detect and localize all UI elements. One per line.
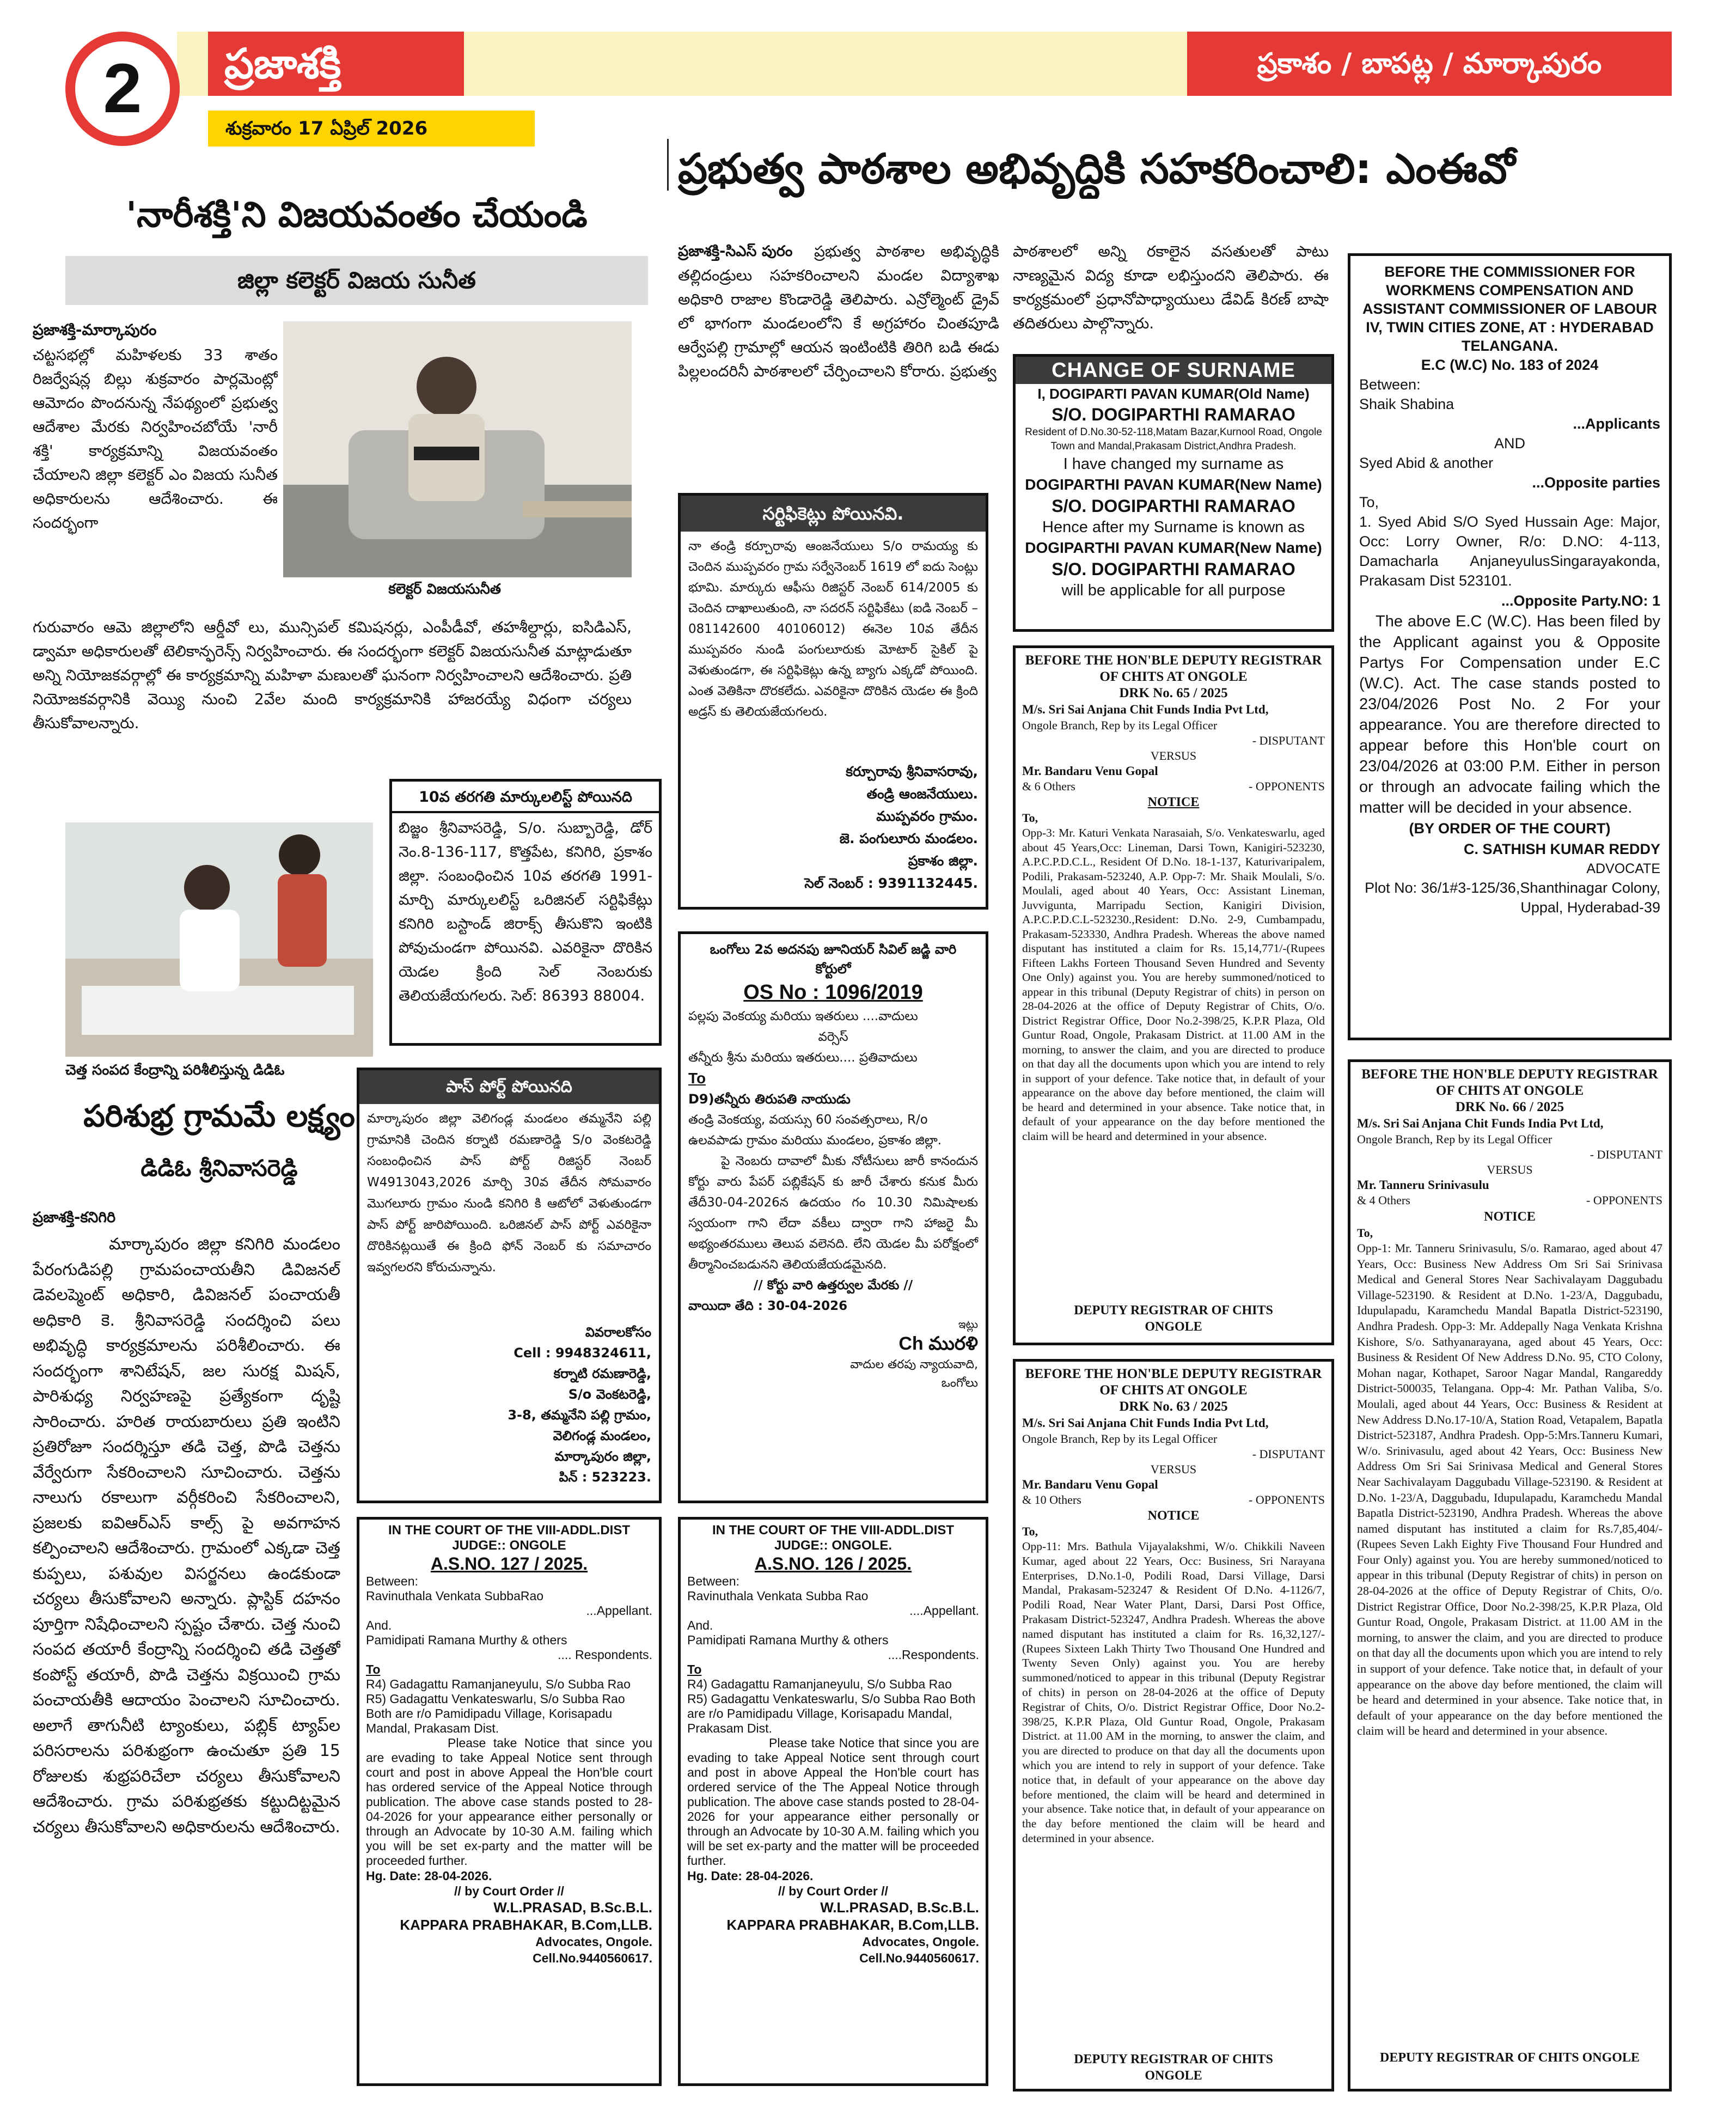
labour-between: Between: bbox=[1359, 376, 1421, 393]
labour-body: The above E.C (W.C). Has been filed by the Applicant against you & Opposite Partys For Compensation under E.C (W.C). Act. The case stands posted to 23/04/2026 Post No. 2 For your appearance. You are therefore directed to appear before this Hon'ble court on 23/04/2026 at 03:00 P.M. Either in person or through an advocate failing which the matter will be decided in your absence. bbox=[1359, 613, 1660, 816]
as127-adv-role: Advocates, Ongole. bbox=[535, 1935, 652, 1949]
chit63-resp-others bbox=[1022, 1492, 1325, 1508]
chit65-signature: DEPUTY REGISTRAR OF CHITS ONGOLE bbox=[1074, 1303, 1273, 1334]
chit63-resp-others-text: & 10 Others bbox=[1022, 1493, 1081, 1507]
chit65-drk: DRK No. 65 / 2025 bbox=[1119, 686, 1228, 700]
nari-dateline: ప్రజాశక్తి-మార్కాపురం bbox=[33, 321, 157, 339]
chit63-versus: VERSUS bbox=[1150, 1462, 1197, 1476]
os-court: ఒంగోలు 2వ అదనపు జూనియర్ సివిల్ జడ్జి వారి bbox=[710, 942, 957, 957]
chit63-drk: DRK No. 63 / 2025 bbox=[1119, 1399, 1228, 1414]
nari-intro: చట్టసభల్లో మహిళలకు 33 శాతం రిజర్వేషన్ల బిల్లు శుక్రవారం పార్లమెంట్లో ఆమోదం పొందనున్న నేపథ్యంలో ప్రభుత్వ ఆదేశాల మేరకు నిర్వహించబోయే 'నారీ శక్తి' కార్యక్రమాన్ని విజయవంతం చేయాలని జిల్లా కలెక్టర్ ఎం విజయ సునీత అధికారులను ఆదేశించారు. ఈ సందర్భంగా bbox=[33, 346, 278, 532]
ad-passport bbox=[357, 1068, 662, 1503]
ad-os-notice bbox=[678, 931, 988, 1503]
as127-body: Please take Notice that since you are evading to take Appeal Notice sent through court and post in above Appeal the Hon'ble court has ordered service of the Appeal Notice through publication. The above case stands posted to 28-04-2026 for your appearance either personally or through an Advocate by 10-30 A.M. failing which you will be set ex-party and the matter will be proceeded further. bbox=[366, 1736, 652, 1868]
os-sig-label: ఇట్లు bbox=[958, 1318, 978, 1331]
as127-resp-role: .... Respondents. bbox=[558, 1648, 652, 1662]
chit63-notice: NOTICE bbox=[1147, 1509, 1200, 1523]
chit65-resp-role: - OPPONENTS bbox=[1249, 779, 1325, 793]
labour-opposite: Syed Abid & another bbox=[1359, 455, 1494, 471]
chit65-versus: VERSUS bbox=[1150, 749, 1197, 763]
labour-title: BEFORE THE COMMISSIONER FOR WORKMENS COMPENSATION AND ASSISTANT COMMISSIONER OF LABOUR IV, TWIN CITIES ZONE, AT : HYDERABAD TELANGANA. bbox=[1362, 264, 1657, 354]
column-rule bbox=[667, 139, 669, 191]
ad-as-127 bbox=[357, 1517, 662, 2086]
as127-and: And. bbox=[366, 1618, 392, 1632]
certificates-sign-line: ప్రకాశం జిల్లా. bbox=[908, 853, 978, 869]
school-headline: ప్రభుత్వ పాఠశాల అభివృద్ధికి సహకరించాలి: ఎంఈవో bbox=[678, 144, 1515, 193]
labour-address: Plot No: 36/1#3-125/36,Shanthinagar Colony, Uppal, Hyderabad-39 bbox=[1365, 880, 1660, 916]
labour-addressee: 1. Syed Abid S/O Syed Hussain Age: Major, Occ: Lorry Owner, R/o: D.NO: 4-113, Damacharla AnjaneyulusSingarayakonda, Prakasam Dist 523101. bbox=[1359, 514, 1660, 589]
as127-appellant-role: ...Appellant. bbox=[586, 1603, 652, 1618]
chit65-body: Opp-3: Mr. Katuri Venkata Narasaiah, S/o. Venkateswarlu, aged about 45 Years,Occ: Lineman, Darsi Town, Kanigiri-523230, A.P.C.P.D.C.L., Resident Of D.No. 18-1-137, Katurivaripalem, Podili, Prakasam-523240, A.P. Opp-7: Mr. Shaik Moulali, S/o. Moulali, aged about 40 Years, Occ: Assistant Lineman, Juvviguntа, Marripadu Section, Kanigiri Division, A.P.C.P.D.C.L-523230.,Resident: D.No. 2-9, Cumbampadu, Prakasam-523330, Andhra Pradesh. Whereas the above named disputant has instituted a claim for Rs. 15,14,771/-(Rupees Fifteen Lakhs Forteen Thousand Seven Hundred and Seventy One Only) against you. You are hereby summoned/noticed to appear in this tribunal (Deputy Registrar of chits) in person on 28-04-2026 at the office of Deputy Registrar of Chits, O/o. District Registrar Office, Door No.2-398/25, K.P.R Plaza, Old Guntur Road, Ongole, Prakasam District. at 11.00 AM in the morning, to answer the claim, and you are directed to produce on that day all the documents upon which you are intend to rely in support of your defence. Take notice that, in default of your appearance on the above day before mentioned, the claim will be heard and determined in your absence. Take notice that, in default of your appearance on the day before mentioned the claim will be heard and determined in your absence. bbox=[1022, 826, 1325, 1143]
chit66-body: Opp-1: Mr. Tanneru Srinivasulu, S/o. Ramarao, aged about 47 Years, Occ: Business New Address Om Sri Sai Srinivasa Medical and General Stores Near Sachivalayam Daggubadu Village-523190. & Resident at D.No. 1-23/A, Daggubadu, Idupulapadu, Karamchedu Mandal Bapatla District-523190, Andhra Pradesh. Opp-3: Mr. Addepally Naga Venkata Krishna Kishore, S/o. Sathyanarayana, aged about 45 Years, Occ: Business & Resident Of New Address D.No. 95, CTO Colony, Mohan nagar, Kothapet, Saroor Nagar Mandal, Rangareddy District-500035, Telangana. Opp-4: Mr. Pathan Valiba, S/o. Moulali, aged about 44 Years, Occ: Business & Resident at New Address D.No.17-10/A, Station Road, Vetapalem, Bapatla District-523187, Andhra Pradesh. Opp-5:Mrs.Tanneru Kumari, W/o. Srinivasulu, aged about 42 Years, Occ: Business New Address Om Sri Sai Srinivasa Medical and General Stores Near Sachivalayam Daggubadu Village-523190. & Resident at D.No. 1-23/A, Daggubadu, Idupulapadu, Karamchedu Mandal Bapatla District-523190, Andhra Pradesh. Whereas the above named disputant has instituted a claim for Rs.7,85,404/-(Rupees Seven Lakh Eighty Five Thousand Four Hundred and Four Only) against you. You are hereby summoned/noticed to appear in this tribunal (Deputy Registrar of chits) in person on 28-04-2026 at the office of Deputy Registrar of Chits, O/o. District Registrar Office, Door No.2-398/25, K.P.R Plaza, Old Guntur Road, Ongole, Prakasam District. at 11.00 AM in the morning, to answer the claim, and you are directed to produce on that day all the documents upon which you are intend to rely in support of your defence. Take notice that, in default of your appearance on the above day before mentioned, the claim will be heard and determined in your absence. Take notice that, in default of your appearance on the day before mentioned the claim will be heard and determined in your absence. bbox=[1357, 1241, 1662, 1738]
passport-sign-line: 3-8, తమ్మనేని పల్లి గ్రామం, bbox=[508, 1407, 651, 1423]
chit63-body: Opp-11: Mrs. Bathula Vijayalakshmi, W/o. Chikkili Naveen Kumar, aged about 22 Years, Occ: Business, Sri Narayana Enterprises, D.No.1-0, Podili Road, Darsi Village, Darsi Mandal, Prakasam-523247 & Resident Of D.No. 4-1126/7, Podili Road, Near Water Plant, Darsi, Darsi Post Office, Prakasam District-523247, Andhra Pradesh. Whereas the above named disputant has instituted a claim for Rs. 16,32,127/-(Rupees Sixteen Lakh Thirty Two Thousand One Hundred and Twenty Seven Only) against you. You are hereby summoned/noticed to appear in this tribunal (Deputy Registrar of chits) in person on 28-04-2026 at the office of Deputy Registrar of Chits, O/o. District Registrar Office, Door No.2-398/25, K.P.R Plaza, Old Guntur Road, Ongole, Prakasam District. at 11.00 AM in the morning, to answer the claim, and you are directed to produce on that day all the documents upon which you are intend to rely in support of your defence. Take notice that, in default of your appearance on the above day before mentioned, the claim will be heard and determined in your absence. Take notice that, in default of your appearance on the day before mentioned the claim will be heard and determined in your absence. bbox=[1022, 1540, 1325, 1845]
os-court2: కోర్టులో bbox=[815, 961, 851, 977]
as127-respondents: Pamidipati Ramana Murthy & others bbox=[366, 1633, 567, 1647]
os-parties2: తన్నీరు శ్రీను మరియు ఇతరులు.... ప్రతివాదులు bbox=[688, 1051, 918, 1065]
chit63-title: BEFORE THE HON'BLE DEPUTY REGISTRAR OF CHITS AT ONGOLE bbox=[1025, 1367, 1322, 1398]
edition-label: ప్రకాశం / బాపట్ల / మార్కాపురం bbox=[1187, 32, 1672, 96]
as126-order: // by Court Order // bbox=[778, 1884, 888, 1898]
as127-order: // by Court Order // bbox=[454, 1884, 564, 1898]
as127-adv2: KAPPARA PRABHAKAR, B.Com,LLB. bbox=[400, 1917, 652, 1933]
ad-labour bbox=[1348, 253, 1672, 1040]
labour-advocate: C. SATHISH KUMAR REDDY bbox=[1463, 841, 1660, 857]
ad-chit-65 bbox=[1013, 645, 1334, 1345]
as126-adv-role: Advocates, Ongole. bbox=[862, 1935, 979, 1949]
labour-opposite-role: ...Opposite parties bbox=[1532, 474, 1660, 491]
ad-as-126 bbox=[678, 1517, 988, 2086]
ad-surname bbox=[1013, 354, 1334, 632]
surname-line: DOGIPARTHI PAVAN KUMAR(New Name) bbox=[1025, 476, 1322, 493]
passport-sign-line: వెలిగండ్ల మండలం, bbox=[553, 1428, 651, 1443]
surname-line: S/O. DOGIPARTHI RAMARAO bbox=[1052, 559, 1295, 579]
chit66-respondent: Mr. Tanneru Srinivasulu bbox=[1357, 1178, 1489, 1192]
paper-logo: ప్రజాశక్తి bbox=[208, 32, 464, 96]
passport-cell: Cell : 9948324611, bbox=[514, 1345, 651, 1361]
as126-r4: R4) Gadagattu Ramanjaneyulu, S/o Subba Rao bbox=[687, 1677, 952, 1691]
passport-sign-line: కర్నాటి రమణారెడ్డి, bbox=[553, 1366, 651, 1381]
as126-case-no: A.S.NO. 126 / 2025. bbox=[754, 1554, 912, 1574]
as126-and: And. bbox=[687, 1618, 713, 1632]
passport-sign-line: పిన్ : 523223. bbox=[559, 1469, 651, 1485]
chit65-title: BEFORE THE HON'BLE DEPUTY REGISTRAR OF CHITS AT ONGOLE bbox=[1025, 653, 1322, 684]
as127-appellant: Ravinuthala Venkata SubbaRao bbox=[366, 1589, 544, 1603]
marks-title: 10వ తరగతి మార్కులలిస్ట్ పోయినది bbox=[392, 782, 659, 813]
certificates-title: సర్టిఫికెట్లు పోయినవి. bbox=[681, 496, 986, 532]
chit65-petitioner: M/s. Sri Sai Anjana Chit Funds India Pvt Ltd, bbox=[1022, 703, 1269, 716]
chit66-notice: NOTICE bbox=[1484, 1210, 1536, 1224]
nari-body: గురువారం ఆమె జిల్లాలోని ఆర్డీవో లు, మున్సిపల్ కమిషనర్లు, ఎంపీడీవో, తహశీల్దార్లు, ఐసిడిఎస్, డ్వామా అధికారులతో టెలికాన్ఫరెన్స్ నిర్వహించారు. ఈ సందర్భంగా కలెక్టర్ విజయసునీత మాట్లాడుతూ అన్ని నియోజకవర్గాల్లో ఈ కార్యక్రమాన్ని మహిళా మణులతో ఘనంగా నిర్వహించాలని ఆదేశించారు. ప్రతి నియోజకవర్గానికి వెయ్యి నుంచి 2వేల మంది కార్యక్రమానికి హాజరయ్యే విధంగా చర్యలు తీసుకోవాలన్నారు. bbox=[33, 618, 632, 732]
chit66-drk: DRK No. 66 / 2025 bbox=[1455, 1100, 1564, 1114]
as126-to: To bbox=[687, 1662, 702, 1676]
passport-body: మార్కాపురం జిల్లా వెలిగండ్ల మండలం తమ్మనేని పల్లి గ్రామానికి చెందిన కర్నాటి రమణారెడ్డి S/o వెంకటరెడ్డి సంబంధించిన పాస్ పోర్ట్ రిజిస్టర్ నెంబర్ W4913043,2026 మార్చి 30వ తేదీన సోమవారం మొగలూరు గ్రామం నుండి కనిగిరి కి ఆటోలో వెళుతుండగా పాస్ పోర్ట్ జారిపోయింది. ఒరిజినల్ పాస్ పోర్ట్ ఎవరికైనా దొరికినట్లయితే ఈ క్రింది ఫోన్ నెంబర్ కు సమాచారం ఇవ్వగలరని కోరుచున్నాను. bbox=[367, 1112, 651, 1275]
labour-to: To, bbox=[1359, 494, 1379, 510]
chit66-petitioner: M/s. Sri Sai Anjana Chit Funds India Pvt Ltd, bbox=[1357, 1117, 1604, 1130]
chit66-signature: DEPUTY REGISTRAR OF CHITS ONGOLE bbox=[1380, 2051, 1640, 2065]
chit65-pet-role: - DISPUTANT bbox=[1252, 734, 1325, 747]
surname-line: will be applicable for all purpose bbox=[1061, 582, 1286, 599]
clean-dateline: ప్రజాశక్తి-కనిగిరి bbox=[33, 1209, 116, 1226]
passport-signer bbox=[359, 1322, 659, 1487]
nari-subhead: జిల్లా కలెక్టర్ విజయ సునీత bbox=[65, 256, 648, 305]
chit65-resp-others bbox=[1022, 779, 1325, 794]
as126-cell: Cell.No.9440560617. bbox=[859, 1951, 979, 1965]
as127-cell: Cell.No.9440560617. bbox=[533, 1951, 652, 1965]
surname-line: S/O. DOGIPARTHI RAMARAO bbox=[1052, 496, 1295, 516]
os-versus: వర్సెస్ bbox=[818, 1030, 848, 1044]
ddo-photo bbox=[65, 822, 373, 1057]
ad-certificates bbox=[678, 493, 988, 910]
surname-line: I have changed my surname as bbox=[1063, 455, 1284, 473]
chit66-title: BEFORE THE HON'BLE DEPUTY REGISTRAR OF CHITS AT ONGOLE bbox=[1361, 1067, 1658, 1098]
as127-date: Hg. Date: 28-04-2026. bbox=[366, 1869, 492, 1883]
as126-title: IN THE COURT OF THE VIII-ADDL.DIST JUDGE:: ONGOLE. bbox=[712, 1523, 954, 1553]
os-order: // కోర్టు వారి ఉత్తర్వుల మేరకు // bbox=[753, 1278, 913, 1292]
certificates-sign-line: ముప్పవరం గ్రామం. bbox=[876, 808, 978, 824]
ad-marks bbox=[389, 779, 662, 1046]
os-sig-place: ఒంగోలు bbox=[941, 1376, 978, 1390]
surname-line: I, DOGIPARTI PAVAN KUMAR(Old Name) bbox=[1037, 386, 1310, 402]
passport-details-label: వివరాలకోసం bbox=[585, 1325, 651, 1340]
chit63-signature: DEPUTY REGISTRAR OF CHITS ONGOLE bbox=[1074, 2052, 1273, 2083]
os-body: పై నెంబరు దావాలో మీకు నోటీసులు జారీ కానందున కోర్టు వారు పేపర్ పబ్లికేషన్ కు జారీ చేశారు కనుక మీరు తేదీ30-04-2026న ఉదయం గం 10.30 నిమిషాలకు స్వయంగా గాని లేదా వకీలు ద్వారా గాని హాజరై మీ అభ్యంతరములు తెలుప వలెనది. లేని యెడల మీ పరోక్షంలో తీర్మానించబడునని తెలియజేయడమైనది. bbox=[688, 1154, 978, 1272]
passport-sign-line: S/o వెంకటరెడ్డి, bbox=[568, 1387, 651, 1402]
certificates-body: నా తండ్రి కర్చూరావు ఆంజనేయులు S/o రామయ్య కు చెందిన ముప్పవరం గ్రామ సర్వేనెంబర్ 1619 లో ఐదు సెంట్లు భూమి. మార్కురు ఆఫీసు రిజిస్టర్ నెంబర్ 614/2005 కు చెందిన దాఖాలుతుంది, నా సదరన్ సర్టిఫికేటు (ఐడి నెంబర్ – 081142600 40106012) ఈనెల 10వ తేదీన ముప్పవరం నుండి పంగులూరుకు మోటార్ సైకిల్ పై వెళుతుండగా, ఈ సర్టిఫికెట్లు ఉన్న బ్యాగు ఎక్కడో పోయింది. ఎంత వెతికినా దొరకలేదు. ఎవరికైనా దొరికిన యెడల ఈ క్రింది అడ్రస్ కు తెలియజేయగలరు. bbox=[688, 539, 978, 719]
ad-chit-63 bbox=[1013, 1359, 1334, 2091]
chit63-petitioner: M/s. Sri Sai Anjana Chit Funds India Pvt Ltd, bbox=[1022, 1416, 1269, 1430]
labour-order: (BY ORDER OF THE COURT) bbox=[1409, 820, 1611, 837]
chit63-respondent: Mr. Bandaru Venu Gopal bbox=[1022, 1478, 1158, 1491]
clean-subhead: డిడిఓ శ్రీనివాసరెడ్డి bbox=[140, 1155, 298, 1181]
certificates-cell: సెల్ నెంబర్ : 9391132445. bbox=[804, 875, 978, 891]
os-to: To bbox=[688, 1070, 706, 1087]
labour-party-no: ...Opposite Party.NO: 1 bbox=[1501, 593, 1660, 609]
chit66-pet-role: - DISPUTANT bbox=[1590, 1148, 1662, 1161]
clean-headline: పరిశుభ్ర గ్రామమే లక్ష్యం bbox=[83, 1099, 355, 1134]
os-parties1: పల్లపు వెంకయ్య మరియు ఇతరులు ....వాదులు bbox=[688, 1009, 918, 1023]
as127-case-no: A.S.NO. 127 / 2025. bbox=[430, 1554, 588, 1574]
as126-date: Hg. Date: 28-04-2026. bbox=[687, 1869, 814, 1883]
as126-adv1: W.L.PRASAD, B.Sc.B.L. bbox=[820, 1899, 979, 1916]
labour-adv-role: ADVOCATE bbox=[1586, 861, 1660, 876]
labour-and: AND bbox=[1494, 435, 1525, 452]
chit65-to: To, bbox=[1022, 811, 1038, 825]
as127-adv1: W.L.PRASAD, B.Sc.B.L. bbox=[493, 1899, 652, 1916]
collector-photo bbox=[283, 321, 632, 577]
chit65-resp-others-text: & 6 Others bbox=[1022, 779, 1075, 793]
chit66-resp-role: - OPPONENTS bbox=[1586, 1193, 1662, 1207]
chit66-to: To, bbox=[1357, 1226, 1373, 1240]
as127-between: Between: bbox=[366, 1574, 418, 1588]
school-dateline: ప్రజాశక్తి-సిఎస్ పురం bbox=[678, 243, 793, 260]
labour-case-no: E.C (W.C) No. 183 of 2024 bbox=[1421, 357, 1599, 373]
chit65-notice: NOTICE bbox=[1147, 795, 1200, 809]
chit63-pet-rep: Ongole Branch, Rep by its Legal Officer bbox=[1022, 1432, 1218, 1446]
passport-sign-line: మార్కాపురం జిల్లా, bbox=[554, 1449, 651, 1464]
chit65-respondent: Mr. Bandaru Venu Gopal bbox=[1022, 764, 1158, 778]
labour-applicant: Shaik Shabina bbox=[1359, 396, 1454, 412]
chit66-versus: VERSUS bbox=[1487, 1163, 1533, 1176]
chit66-resp-others-text: & 4 Others bbox=[1357, 1193, 1410, 1207]
chit63-to: To, bbox=[1022, 1525, 1038, 1538]
as126-resp-role: ....Respondents. bbox=[888, 1648, 979, 1662]
os-defendant-details: తండ్రి వెంకయ్య, వయస్సు 60 సంవత్సరాలు, R/o ఉలవపాడు గ్రామం మరియు మండలం, ప్రకాశం జిల్లా. bbox=[688, 1113, 942, 1148]
os-sig-role: వాదుల తరపు న్యాయవాది, bbox=[850, 1358, 978, 1371]
certificates-sign-line: తండ్రి ఆంజనేయులు. bbox=[866, 786, 978, 802]
clean-body: మార్కాపురం జిల్లా కనిగిరి మండలం పేరంగుడిపల్లి గ్రామపంచాయతీని డివిజనల్ డెవలప్మెంట్ అధికారి, డివిజనల్ పంచాయతీ అధికారి కె. శ్రీనివాసరెడ్డి సందర్శించి పలు అభివృద్ధి కార్యక్రమాలను పరిశీలించారు. ఈ సందర్భంగా శానిటేషన్, జల సురక్ష మిషన్, పారిశుధ్య నిర్వహణపై ప్రత్యేకంగా దృష్టి సారించారు. హరిత రాయబారులు ప్రతి ఇంటిని ప్రతిరోజూ సందర్శిస్తూ తడి చెత్త, పొడి చెత్తను వేర్వేరుగా సేకరించాలని సూచించారు. చెత్తను నాలుగు రకాలుగా వర్గీకరించి సేకరించాలని, ప్రజలకు ఐవిఆర్ఎస్ కాల్స్ పై అవగాహన కల్పించాలని ఆదేశించారు. గ్రామంలో ఎక్కడా చెత్త కుప్పలు, పశువుల విసర్జనలు ఉండకుండా చర్యలు తీసుకోవాలని అన్నారు. ప్లాస్టిక్ దహనం పూర్తిగా నిషేధించాలని స్పష్టం చేశారు. చెత్త నుంచి సంపద తయారీ కేంద్రాన్ని సందర్శించి తడి చెత్తతో కంపోస్ట్ తయారీ, పొడి చెత్తను విక్రయించి గ్రామ పంచాయతీకి ఆదాయం పెంచాలని సూచించారు. అలాగే తాగునీటి ట్యాంకులు, పబ్లిక్ ట్యాప్‌ల పరిసరాలను పరిశుభ్రంగా ఉంచుతూ ప్రతి 15 రోజులకు శుభ్రపరిచేలా చర్యలు తీసుకోవాలని ఆదేశించారు. గ్రామ పరిశుభ్రతకు కట్టుదిట్టమైన చర్యలు తీసుకోవాలని అధికారులను ఆదేశించారు. bbox=[33, 1235, 340, 1837]
chit66-pet-rep: Ongole Branch, Rep by its Legal Officer bbox=[1357, 1132, 1552, 1146]
masthead bbox=[65, 32, 1672, 157]
surname-line: Hence after my Surname is known as bbox=[1042, 519, 1305, 536]
as127-to: To bbox=[366, 1662, 381, 1676]
surname-title: CHANGE OF SURNAME bbox=[1016, 357, 1331, 384]
as126-respondents: Pamidipati Ramana Murthy & others bbox=[687, 1633, 889, 1647]
as127-r4: R4) Gadagattu Ramanjaneyulu, S/o Subba Rao bbox=[366, 1677, 631, 1691]
school-col1: ప్రభుత్వ పాఠశాల అభివృద్ధికి తల్లిదండ్రులు సహకరించాలని మండల విద్యాశాఖ అధికారి రాజాల కొండారెడ్డి తెలిపారు. ఎన్రోల్మెంట్ డ్రైవ్ లో భాగంగా మండలంలోని కే అగ్రహారం చింతపూడి ఆర్వేపల్లి గ్రామాల్లో ఆయన ఇంటింటికి తిరిగి బడి ఈడు పిల్లలందరినీ పాఠశాలలో చేర్పించాలని కోరారు. ప్రభుత్వ bbox=[678, 242, 999, 380]
os-defendant: D9)తన్నీరు తిరుపతి నాయుడు bbox=[688, 1092, 851, 1107]
surname-line: DOGIPARTHI PAVAN KUMAR(New Name) bbox=[1025, 539, 1322, 556]
as126-r5: R5) Gadagattu Venkateswarlu, S/o Subba Rao Both are r/o Pamidipadu Village, Korisapadu Mandal, Prakasam Dist. bbox=[687, 1692, 976, 1735]
surname-line: Resident of D.No.30-52-118,Matam Bazar,Kurnool Road, Ongole Town and Mandal,Prakasam District,Andhra Pradesh. bbox=[1025, 426, 1322, 452]
nari-headline: 'నారీశక్తి'ని విజయవంతం చేయండి bbox=[126, 195, 588, 235]
certificates-sign-line: కర్చూరావు శ్రీనివాసరావు, bbox=[846, 764, 978, 779]
os-number: OS No : 1096/2019 bbox=[743, 981, 923, 1004]
os-date: వాయిదా తేది : 30-04-2026 bbox=[688, 1299, 848, 1313]
chit63-resp-role: - OPPONENTS bbox=[1249, 1493, 1325, 1507]
labour-applicant-role: ...Applicants bbox=[1573, 416, 1660, 432]
issue-date: శుక్రవారం 17 ఏప్రిల్ 2026 bbox=[208, 111, 535, 147]
ad-chit-66 bbox=[1348, 1059, 1672, 2091]
certificates-signer bbox=[681, 760, 986, 894]
chit65-pet-rep: Ongole Branch, Rep by its Legal Officer bbox=[1022, 718, 1218, 732]
surname-line: S/O. DOGIPARTHI RAMARAO bbox=[1052, 405, 1295, 424]
certificates-sign-line: జె. పంగులూరు మండలం. bbox=[839, 831, 978, 846]
chit66-resp-others bbox=[1357, 1193, 1662, 1208]
school-col2: పాఠశాలలో అన్ని రకాలైన వసతులతో పాటు నాణ్యమైన విద్య కూడా లభిస్తుందని తెలిపారు. ఈ కార్యక్రమంలో ప్రధానోపాధ్యాయులు డేవిడ్ కిరణ్ బాషా తదితరులు పాల్గొన్నారు. bbox=[1013, 242, 1329, 332]
as126-appellant: Ravinuthala Venkata Subba Rao bbox=[687, 1589, 869, 1603]
marks-body: బిజ్జం శ్రీనివాసరెడ్డి, S/o. సుబ్బారెడ్డి, డోర్ నెం.8-136-117, కొత్తపేట, కనిగిరి, ప్రకాశం జిల్లా. సంబంధించిన 10వ తరగతి 1991-మార్చి మార్కులలిస్ట్ ఒరిజినల్ సర్టిఫికేట్లు కనిగిరి బస్టాండ్ జిరాక్స్ తీసుకొని ఇంటికి పోవుచుండగా పోయినవి. ఎవరికైనా దొరికిన యెడల క్రింది సెల్ నెంబరుకు తెలియజేయగలరు. సెల్: 86393 88004. bbox=[399, 820, 652, 1004]
as127-r5: R5) Gadagattu Venkateswarlu, S/o Subba Rao Both are r/o Pamidipadu Village, Korisapadu Mandal, Prakasam Dist. bbox=[366, 1692, 625, 1735]
chit63-pet-role: - DISPUTANT bbox=[1252, 1447, 1325, 1461]
os-sig-name: Ch మురళి bbox=[898, 1333, 978, 1354]
ddo-photo-caption: చెత్త సంపద కేంద్రాన్ని పరిశీలిస్తున్న డిడిఓ bbox=[65, 1062, 285, 1078]
as126-adv2: KAPPARA PRABHAKAR, B.Com,LLB. bbox=[726, 1917, 979, 1933]
collector-photo-caption: కలెక్టర్ విజయసునీత bbox=[388, 581, 501, 597]
as126-between: Between: bbox=[687, 1574, 739, 1588]
passport-title: పాస్ పోర్ట్ పోయినది bbox=[359, 1070, 659, 1104]
page-number: 2 bbox=[75, 41, 170, 136]
as126-appellant-role: ....Appellant. bbox=[909, 1603, 979, 1618]
as126-body: Please take Notice that since you are evading to take Appeal Notice sent through court and post in above Appeal the Hon'ble court has ordered service of the The Appeal Notice through publication. The above case stands posted to 28-04-2026 for your appearance either personally or through an Advocate by 10-30 A.M. failing which you will be set ex-party and the matter will be proceeded further. bbox=[687, 1736, 979, 1868]
as127-title: IN THE COURT OF THE VIII-ADDL.DIST JUDGE:: ONGOLE bbox=[388, 1523, 630, 1553]
